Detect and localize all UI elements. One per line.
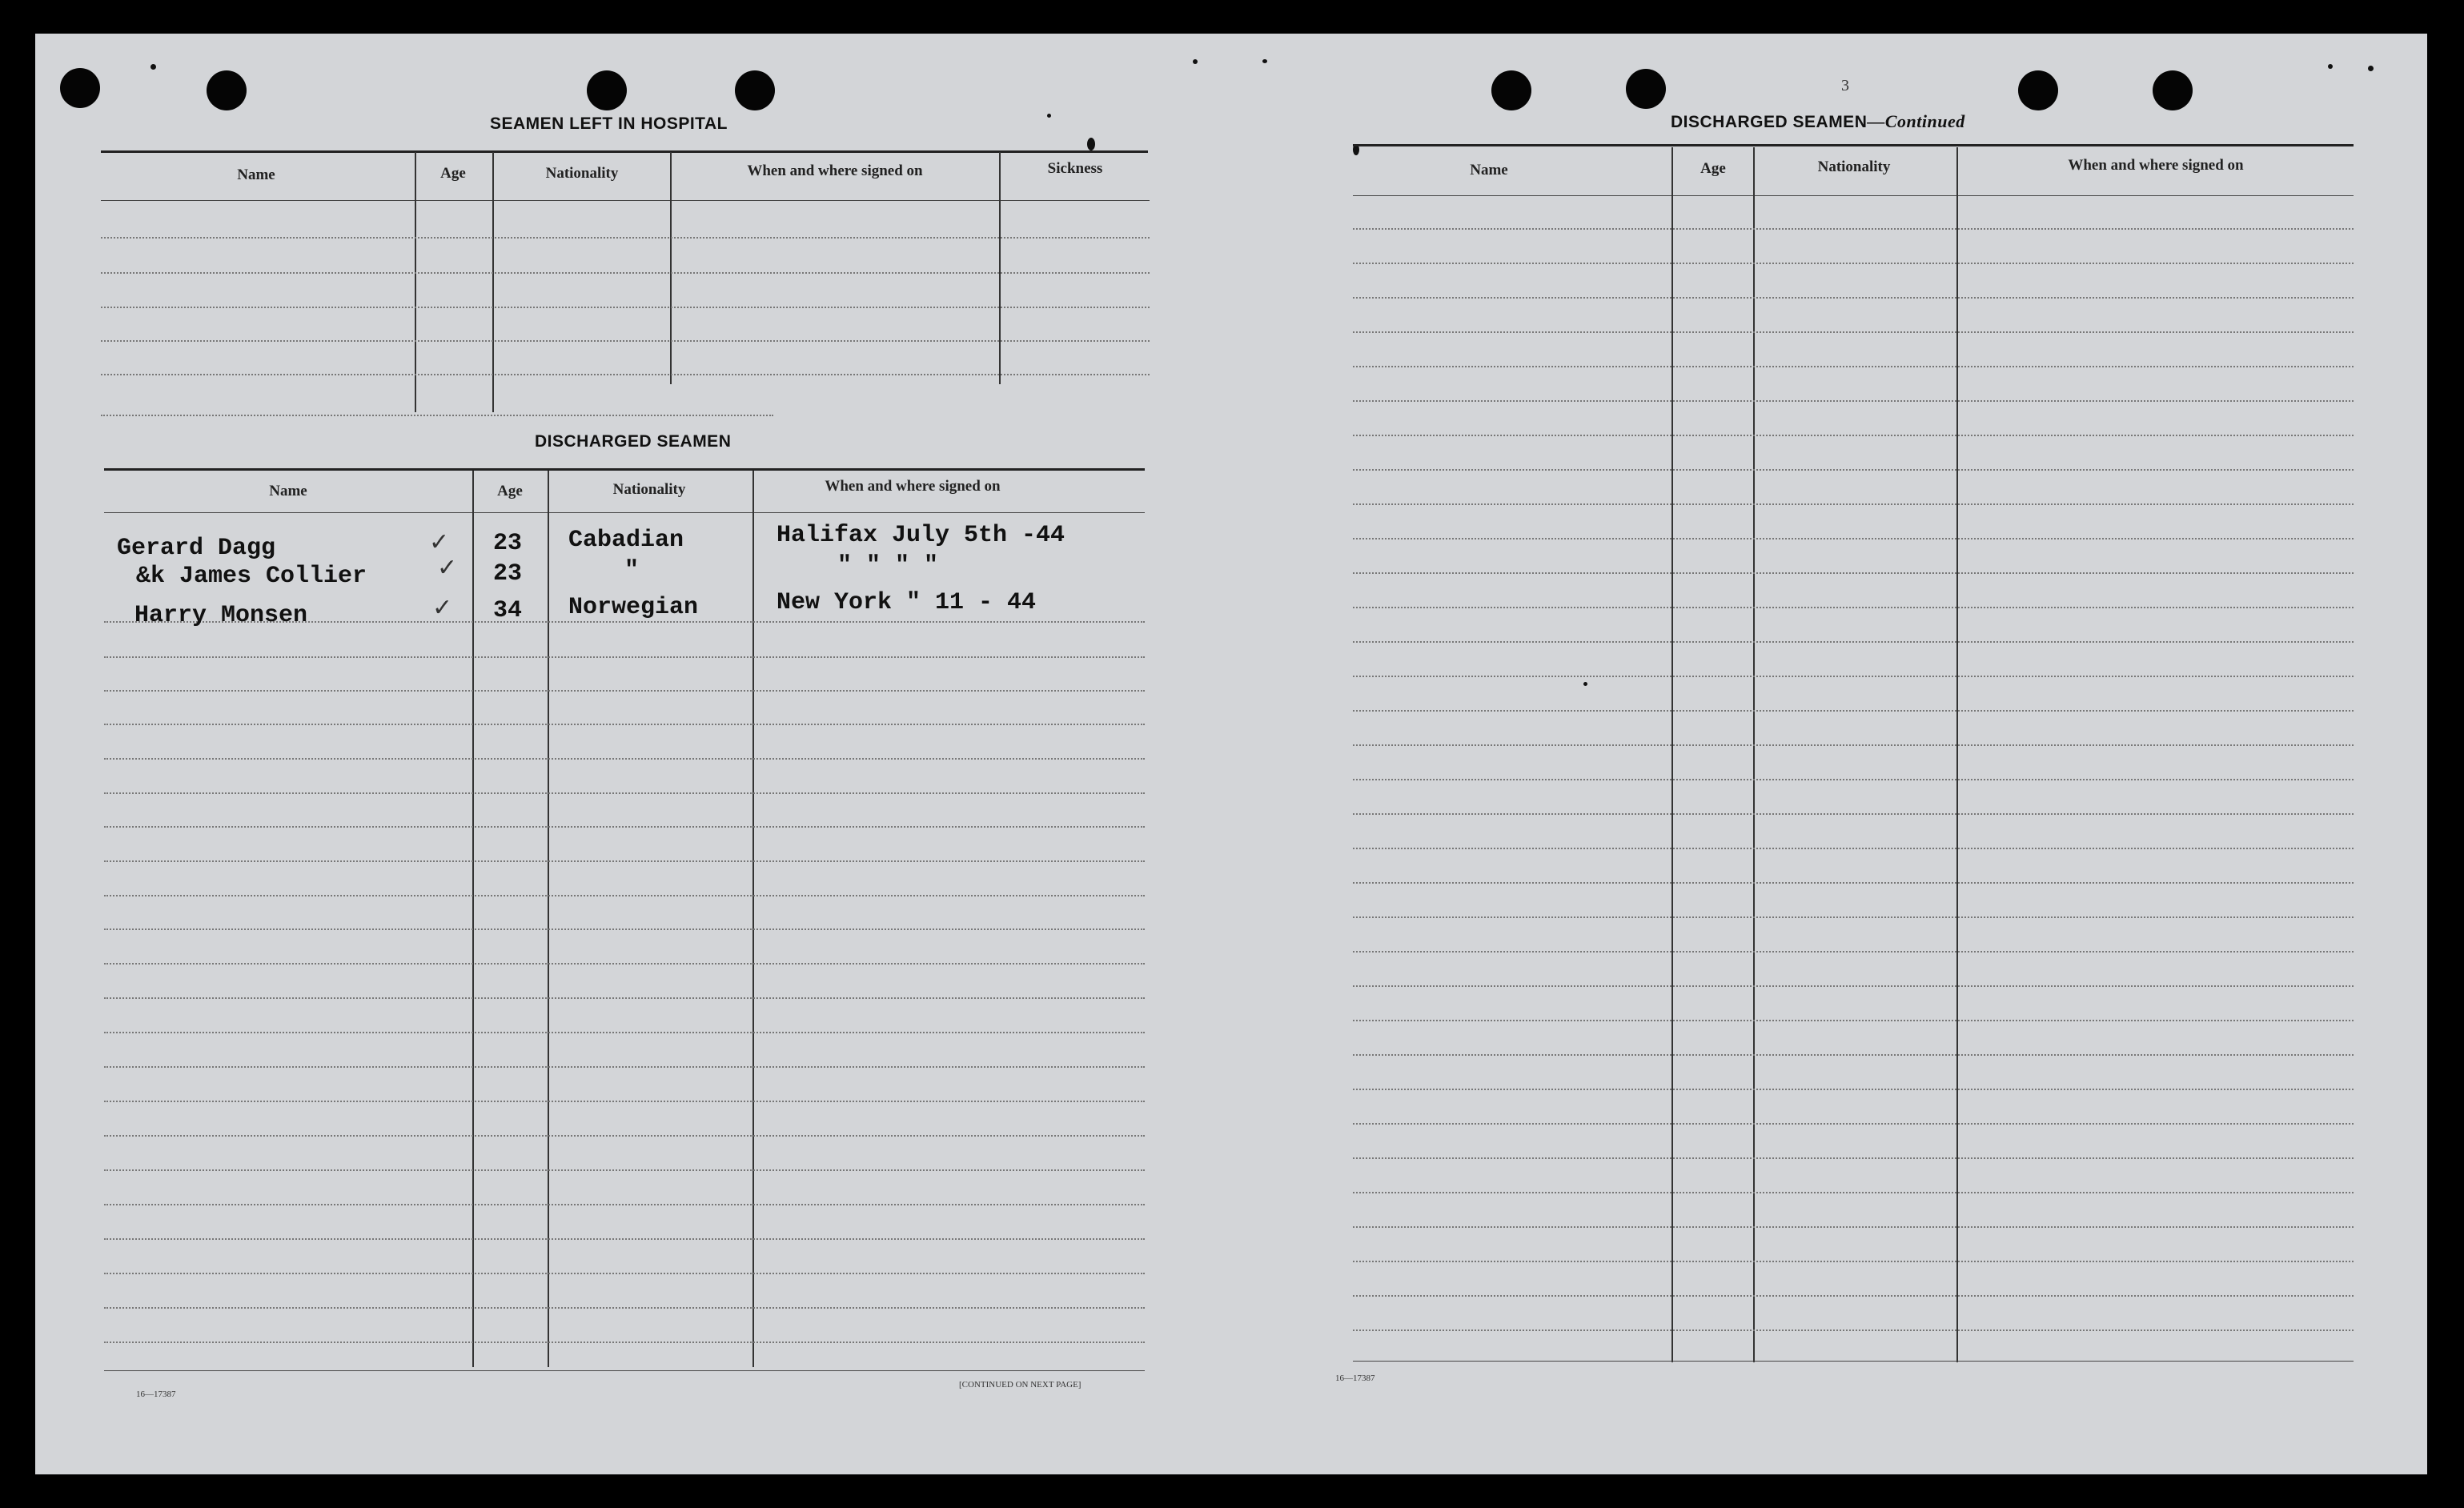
discharged-section-title: DISCHARGED SEAMEN — [535, 432, 732, 451]
discharged-ruled-line — [104, 860, 1145, 862]
discharged-ruled-line — [104, 656, 1145, 658]
hospital-divider — [670, 152, 672, 384]
hospital-top-rule — [101, 150, 1148, 153]
continued-col-age: Age — [1700, 160, 1726, 177]
discharged-header-rule — [104, 512, 1145, 513]
hospital-ruled-line — [101, 340, 1150, 342]
hospital-col-nationality: Nationality — [545, 165, 619, 182]
continued-divider — [1671, 147, 1673, 1362]
continued-ruled-line — [1353, 779, 2354, 780]
continued-ruled-line — [1353, 848, 2354, 849]
continued-top-rule — [1353, 144, 2354, 146]
discharged-bottom-rule — [104, 1370, 1145, 1371]
punch-hole — [1626, 69, 1666, 109]
continued-ruled-line — [1353, 882, 2354, 884]
continued-ruled-line — [1353, 1054, 2354, 1056]
seaman-name: Harry Monsen — [134, 602, 308, 629]
seaman-nationality: " — [624, 557, 640, 584]
continued-ruled-line — [1353, 1192, 2354, 1193]
continued-ruled-line — [1353, 916, 2354, 918]
continued-ruled-line — [1353, 1295, 2354, 1297]
form-number: 16—17387 — [1335, 1374, 1375, 1383]
discharged-ruled-line — [104, 1032, 1145, 1033]
continued-ruled-line — [1353, 331, 2354, 333]
continued-ruled-line — [1353, 1157, 2354, 1159]
continued-ruled-line — [1353, 503, 2354, 505]
continued-col-name: Name — [1470, 162, 1508, 178]
seaman-age: 34 — [493, 597, 523, 624]
seaman-name: Gerard Dagg — [117, 535, 276, 562]
discharged-ruled-line — [104, 1066, 1145, 1068]
ink-speck — [2368, 66, 2374, 71]
hospital-ruled-line — [101, 307, 1150, 308]
continued-ruled-line — [1353, 985, 2354, 987]
continued-note: [CONTINUED ON NEXT PAGE] — [959, 1380, 1082, 1390]
punch-hole — [2018, 70, 2058, 110]
discharged-col-signed-on: When and where signed on — [825, 478, 1001, 495]
discharged-ruled-line — [104, 1204, 1145, 1205]
continued-ruled-line — [1353, 813, 2354, 815]
continued-ruled-line — [1353, 297, 2354, 299]
continued-ruled-line — [1353, 1089, 2354, 1090]
continued-ruled-line — [1353, 263, 2354, 264]
discharged-ruled-line — [104, 758, 1145, 760]
hospital-ruled-line — [101, 237, 1150, 239]
check-mark: ✓ — [432, 594, 453, 622]
continued-ruled-line — [1353, 538, 2354, 539]
continued-col-nationality: Nationality — [1817, 158, 1891, 175]
hospital-header-rule — [101, 200, 1150, 201]
continued-ruled-line — [1353, 1123, 2354, 1125]
discharged-ruled-line — [104, 1342, 1145, 1343]
continued-ruled-line — [1353, 469, 2354, 471]
discharged-divider — [752, 471, 754, 1367]
punch-hole — [735, 70, 775, 110]
check-mark: ✓ — [437, 554, 458, 582]
ink-speck — [150, 64, 156, 70]
discharged-ruled-line — [104, 1169, 1145, 1171]
discharged-divider — [472, 471, 474, 1367]
continued-ruled-line — [1353, 400, 2354, 402]
hospital-ruled-line — [101, 374, 1150, 375]
continued-title-suffix: —Continued — [1867, 111, 1965, 131]
continued-ruled-line — [1353, 710, 2354, 712]
continued-ruled-line — [1353, 572, 2354, 574]
continued-ruled-line — [1353, 676, 2354, 677]
page-number: 3 — [1841, 77, 1849, 94]
discharged-ruled-line — [104, 1135, 1145, 1137]
seaman-age: 23 — [493, 560, 523, 588]
seaman-nationality: Norwegian — [568, 594, 699, 621]
discharged-ruled-line — [104, 928, 1145, 930]
discharged-ruled-line — [104, 963, 1145, 965]
continued-ruled-line — [1353, 744, 2354, 746]
continued-section-title — [1671, 111, 1965, 132]
discharged-ruled-line — [104, 792, 1145, 794]
punch-hole — [207, 70, 247, 110]
hospital-col-age: Age — [440, 165, 466, 182]
ink-speck — [1583, 682, 1587, 686]
continued-ruled-line — [1353, 228, 2354, 230]
continued-ruled-line — [1353, 641, 2354, 643]
ink-speck — [1262, 59, 1267, 63]
discharged-ruled-line — [104, 997, 1145, 999]
hospital-ruled-line — [101, 415, 773, 416]
ink-speck — [1047, 114, 1051, 118]
seaman-signed-on: Halifax July 5th -44 — [777, 522, 1065, 549]
discharged-ruled-line — [104, 1273, 1145, 1274]
continued-ruled-line — [1353, 607, 2354, 608]
hospital-section-title: SEAMEN LEFT IN HOSPITAL — [490, 114, 728, 133]
discharged-ruled-line — [104, 1307, 1145, 1309]
seaman-age: 23 — [493, 530, 523, 557]
punch-hole — [1491, 70, 1531, 110]
discharged-ruled-line — [104, 1238, 1145, 1240]
continued-divider — [1753, 147, 1755, 1362]
discharged-ruled-line — [104, 1101, 1145, 1102]
continued-ruled-line — [1353, 951, 2354, 953]
document-sheet — [35, 34, 2427, 1474]
hospital-ruled-line — [101, 272, 1150, 274]
discharged-divider — [548, 471, 549, 1367]
discharged-col-nationality: Nationality — [612, 481, 686, 498]
seaman-name: &k James Collier — [136, 563, 367, 590]
discharged-ruled-line — [104, 895, 1145, 896]
continued-col-signed-on: When and where signed on — [2068, 157, 2244, 174]
continued-header-rule — [1353, 195, 2354, 196]
hospital-col-name: Name — [237, 166, 275, 183]
discharged-ruled-line — [104, 690, 1145, 692]
punch-hole — [60, 68, 100, 108]
continued-ruled-line — [1353, 366, 2354, 367]
ink-speck — [1087, 138, 1095, 150]
discharged-ruled-line — [104, 826, 1145, 828]
hospital-divider — [999, 152, 1001, 384]
seaman-nationality: Cabadian — [568, 527, 684, 554]
continued-ruled-line — [1353, 435, 2354, 436]
ink-speck — [1193, 59, 1198, 64]
discharged-ruled-line — [104, 724, 1145, 725]
discharged-col-name: Name — [269, 483, 307, 499]
discharged-top-rule — [104, 468, 1145, 471]
continued-title-main: DISCHARGED SEAMEN — [1671, 113, 1868, 131]
continued-bottom-rule — [1353, 1361, 2354, 1362]
discharged-col-age: Age — [497, 483, 523, 499]
punch-hole — [587, 70, 627, 110]
continued-ruled-line — [1353, 1330, 2354, 1331]
continued-ruled-line — [1353, 1226, 2354, 1228]
ink-speck — [2328, 64, 2333, 69]
continued-divider — [1956, 147, 1958, 1362]
hospital-col-sickness: Sickness — [1047, 160, 1103, 177]
form-number: 16—17387 — [136, 1390, 176, 1399]
continued-ruled-line — [1353, 1261, 2354, 1262]
seaman-signed-on: New York " 11 - 44 — [777, 589, 1037, 616]
hospital-col-signed-on: When and where signed on — [747, 162, 923, 179]
seaman-signed-on: " " " " — [837, 552, 939, 580]
continued-ruled-line — [1353, 1020, 2354, 1021]
check-mark: ✓ — [429, 528, 450, 556]
punch-hole — [2153, 70, 2193, 110]
